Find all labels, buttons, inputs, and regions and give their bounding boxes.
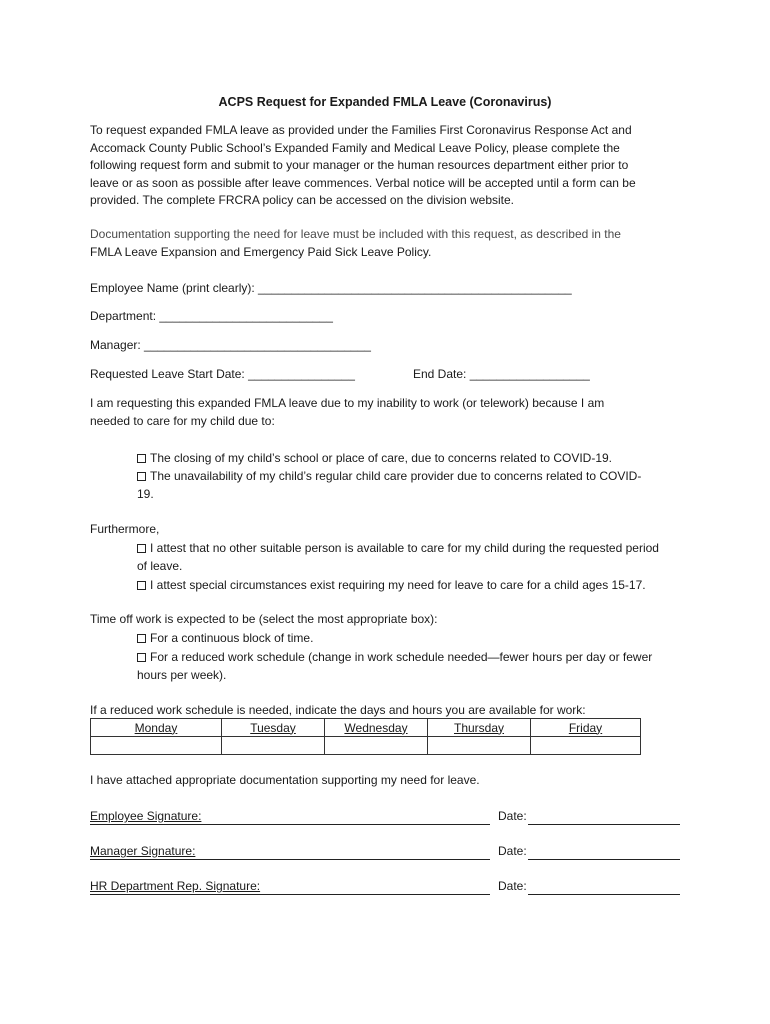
schedule-table [90,718,641,755]
day-header-tuesday: Tuesday [222,719,325,737]
reason-line: needed to care for my child due to: [90,413,275,428]
hours-cell-monday[interactable] [91,737,222,755]
intro-line: following request form and submit to your manager or the human resources department either prior to [90,158,629,173]
day-header-monday: Monday [91,719,222,737]
manager-field[interactable]: Manager: __________________________________ [90,338,371,352]
employee-signature-row [90,809,680,827]
time-off-reduced[interactable] [137,649,657,684]
checkbox-icon[interactable] [137,454,146,463]
hours-cell-thursday[interactable] [428,737,531,755]
employee-signature-line[interactable] [90,824,490,825]
checkbox-icon[interactable] [137,634,146,643]
hours-cell-tuesday[interactable] [222,737,325,755]
end-date-field[interactable]: End Date: __________________ [413,367,590,381]
intro-paragraph [90,122,680,210]
schedule-header-row [91,719,641,737]
documentation-line: Documentation supporting the need for leave must be included with this request, as described in the [90,227,621,241]
hr-date-label: Date: [498,879,527,893]
reason-option-school-closing[interactable] [137,450,647,468]
manager-date-line[interactable] [528,859,680,860]
attest-option-label: I attest special circumstances exist requiring my need for leave to care for a child ages 15-17. [150,578,646,592]
reason-paragraph [90,395,680,430]
day-header-wednesday: Wednesday [325,719,428,737]
time-off-label: Time off work is expected to be (select the most appropriate box): [90,612,438,626]
attest-special-circumstances[interactable] [137,577,697,595]
start-date-field[interactable]: Requested Leave Start Date: ________________ [90,367,355,381]
intro-line: leave or as soon as possible after leave commences. Verbal notice will be accepted until a form can be [90,175,636,190]
time-off-continuous[interactable] [137,630,657,648]
checkbox-icon[interactable] [137,472,146,481]
manager-date-label: Date: [498,844,527,858]
documentation-line: FMLA Leave Expansion and Emergency Paid Sick Leave Policy. [90,244,432,259]
hr-signature-row [90,879,680,897]
checkbox-icon[interactable] [137,653,146,662]
department-field[interactable]: Department: __________________________ [90,309,333,323]
intro-line: Accomack County Public School’s Expanded Family and Medical Leave Policy, please complete the [90,140,620,155]
hr-signature-label: HR Department Rep. Signature: [90,879,261,893]
manager-signature-row [90,844,680,862]
hr-signature-line[interactable] [90,894,490,895]
employee-name-field[interactable]: Employee Name (print clearly): _______________________________________________ [90,281,572,295]
time-off-option-label: For a continuous block of time. [150,631,314,645]
manager-signature-label: Manager Signature: [90,844,196,858]
day-header-thursday: Thursday [428,719,531,737]
employee-date-label: Date: [498,809,527,823]
attest-no-other-person[interactable] [137,540,672,575]
reason-option-provider-unavailable[interactable] [137,468,647,503]
documentation-paragraph [90,226,680,261]
checkbox-icon[interactable] [137,544,146,553]
reason-option-label: The closing of my child’s school or place of care, due to concerns related to COVID-19. [150,451,613,465]
hours-cell-friday[interactable] [531,737,641,755]
attached-statement: I have attached appropriate documentation supporting my need for leave. [90,773,480,787]
form-title: ACPS Request for Expanded FMLA Leave (Coronavirus) [218,95,552,109]
intro-line: To request expanded FMLA leave as provided under the Families First Coronavirus Response Act and [90,123,632,137]
manager-signature-line[interactable] [90,859,490,860]
intro-line: provided. The complete FRCRA policy can be accessed on the division website. [90,193,515,208]
employee-date-line[interactable] [528,824,680,825]
hours-cell-wednesday[interactable] [325,737,428,755]
reason-line: I am requesting this expanded FMLA leave due to my inability to work (or telework) because I am [90,396,605,410]
reason-option-label: The unavailability of my child’s regular child care provider due to concerns related to COVID-19. [137,469,642,501]
time-off-option-label: For a reduced work schedule (change in work schedule needed—fewer hours per day or fewer hours per week). [137,650,653,682]
hr-date-line[interactable] [528,894,680,895]
day-header-friday: Friday [531,719,641,737]
schedule-input-row [91,737,641,755]
furthermore-label: Furthermore, [90,522,160,536]
schedule-label: If a reduced work schedule is needed, indicate the days and hours you are available for work: [90,703,586,717]
checkbox-icon[interactable] [137,581,146,590]
employee-signature-label: Employee Signature: [90,809,202,823]
attest-option-label: I attest that no other suitable person is available to care for my child during the requested period of leave. [137,541,659,573]
